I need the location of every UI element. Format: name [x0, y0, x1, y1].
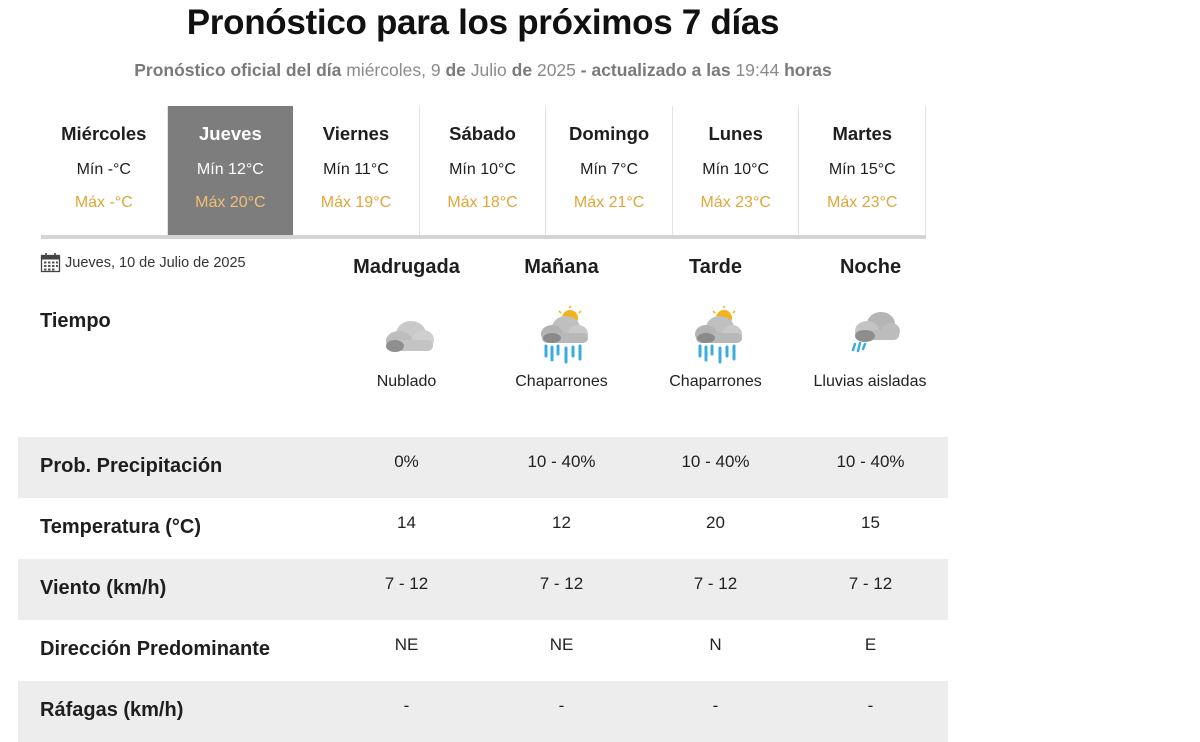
day-min-temp: Mín 11°C	[323, 161, 389, 178]
subtitle-time: 19:44	[735, 60, 780, 80]
row-rafagas	[18, 681, 948, 742]
row-value: 7 - 12	[848, 574, 893, 593]
day-min-temp: Mín 15°C	[828, 161, 896, 178]
row-temperatura	[18, 498, 948, 559]
subtitle-de-2: de	[511, 60, 533, 80]
row-value: 15	[861, 513, 880, 532]
weather-desc-tarde: Chaparrones	[669, 373, 762, 390]
day-tab-martes[interactable]	[799, 106, 926, 235]
weather-desc-noche: Lluvias aisladas	[813, 373, 927, 390]
row-viento	[18, 559, 948, 620]
weather-manana	[484, 306, 639, 366]
subtitle-hours: horas	[784, 60, 832, 80]
day-tabs	[41, 106, 926, 239]
day-min-temp: Mín -°C	[76, 161, 131, 178]
period-madrugada: Madrugada	[353, 256, 460, 278]
day-tab-sabado[interactable]	[420, 106, 547, 235]
row-value: 12	[552, 513, 571, 532]
day-name: Miércoles	[61, 123, 147, 144]
cloudy-icon	[371, 306, 443, 366]
selected-date	[40, 252, 246, 273]
row-direccion	[18, 620, 948, 681]
row-value: -	[558, 696, 565, 715]
selected-date-text: Jueves, 10 de Julio de 2025	[65, 254, 246, 271]
day-max-temp: Máx 18°C	[447, 194, 518, 211]
subtitle-day: 9	[430, 60, 441, 80]
row-prob-precipitacion	[18, 437, 948, 498]
day-tab-viernes[interactable]	[293, 106, 420, 235]
row-value: 7 - 12	[384, 574, 429, 593]
weather-noche	[793, 306, 948, 366]
row-value: -	[403, 696, 410, 715]
day-name: Jueves	[198, 123, 262, 144]
subtitle-prefix: Pronóstico oficial del día	[134, 60, 342, 80]
period-noche: Noche	[839, 256, 902, 278]
showers-icon	[526, 306, 598, 366]
day-max-temp: Máx 23°C	[700, 194, 771, 211]
day-max-temp: Máx 21°C	[573, 194, 645, 211]
row-value: 10 - 40%	[527, 452, 596, 471]
row-value: N	[709, 635, 722, 654]
row-label: Dirección Predominante	[40, 638, 271, 660]
period-manana: Mañana	[524, 256, 599, 278]
row-value: 0%	[394, 452, 419, 471]
weather-tarde	[638, 306, 793, 366]
isolated-rain-icon	[835, 306, 907, 366]
day-max-temp: Máx 23°C	[827, 194, 898, 211]
weather-desc-madrugada: Nublado	[376, 373, 437, 390]
day-min-temp: Mín 7°C	[580, 161, 639, 178]
row-value: 10 - 40%	[681, 452, 750, 471]
day-min-temp: Mín 10°C	[702, 161, 770, 178]
row-value: -	[712, 696, 719, 715]
day-max-temp: Máx -°C	[74, 194, 133, 211]
day-tab-lunes[interactable]	[673, 106, 800, 235]
day-name: Domingo	[569, 123, 650, 144]
day-min-temp: Mín 12°C	[196, 161, 264, 178]
page-subtitle	[0, 60, 966, 81]
period-tarde: Tarde	[689, 256, 742, 278]
weather-desc-manana: Chaparrones	[515, 373, 608, 390]
row-label: Ráfagas (km/h)	[40, 699, 184, 721]
row-label: Prob. Precipitación	[40, 455, 223, 477]
row-value: 7 - 12	[693, 574, 738, 593]
row-value: NE	[394, 635, 419, 654]
calendar-icon	[40, 252, 61, 273]
day-name: Viernes	[322, 123, 390, 144]
row-value: 14	[397, 513, 416, 532]
row-value: E	[864, 635, 877, 654]
day-max-temp: Máx 20°C	[195, 194, 266, 211]
tiempo-label: Tiempo	[40, 310, 111, 332]
day-tab-miercoles[interactable]	[41, 106, 168, 235]
day-tab-domingo[interactable]	[546, 106, 673, 235]
day-name: Sábado	[449, 123, 516, 144]
subtitle-updated: - actualizado a las	[580, 60, 731, 80]
row-value: NE	[549, 635, 574, 654]
subtitle-de-1: de	[445, 60, 466, 80]
subtitle-year: 2025	[536, 60, 576, 80]
page-title: Pronóstico para los próximos 7 días	[186, 3, 780, 42]
row-value: 20	[706, 513, 725, 532]
showers-icon	[680, 306, 752, 366]
weather-madrugada	[329, 306, 484, 366]
row-value: 7 - 12	[539, 574, 584, 593]
row-value: 10 - 40%	[836, 452, 905, 471]
subtitle-month: Julio	[470, 60, 507, 80]
day-max-temp: Máx 19°C	[320, 194, 392, 211]
day-min-temp: Mín 10°C	[449, 161, 516, 178]
day-name: Martes	[832, 123, 893, 144]
day-tab-jueves[interactable]	[168, 106, 294, 235]
row-value: -	[867, 696, 874, 715]
subtitle-weekday: miércoles,	[346, 60, 426, 80]
day-name: Lunes	[708, 123, 763, 144]
row-label: Temperatura (°C)	[40, 516, 201, 538]
row-label: Viento (km/h)	[40, 577, 167, 599]
